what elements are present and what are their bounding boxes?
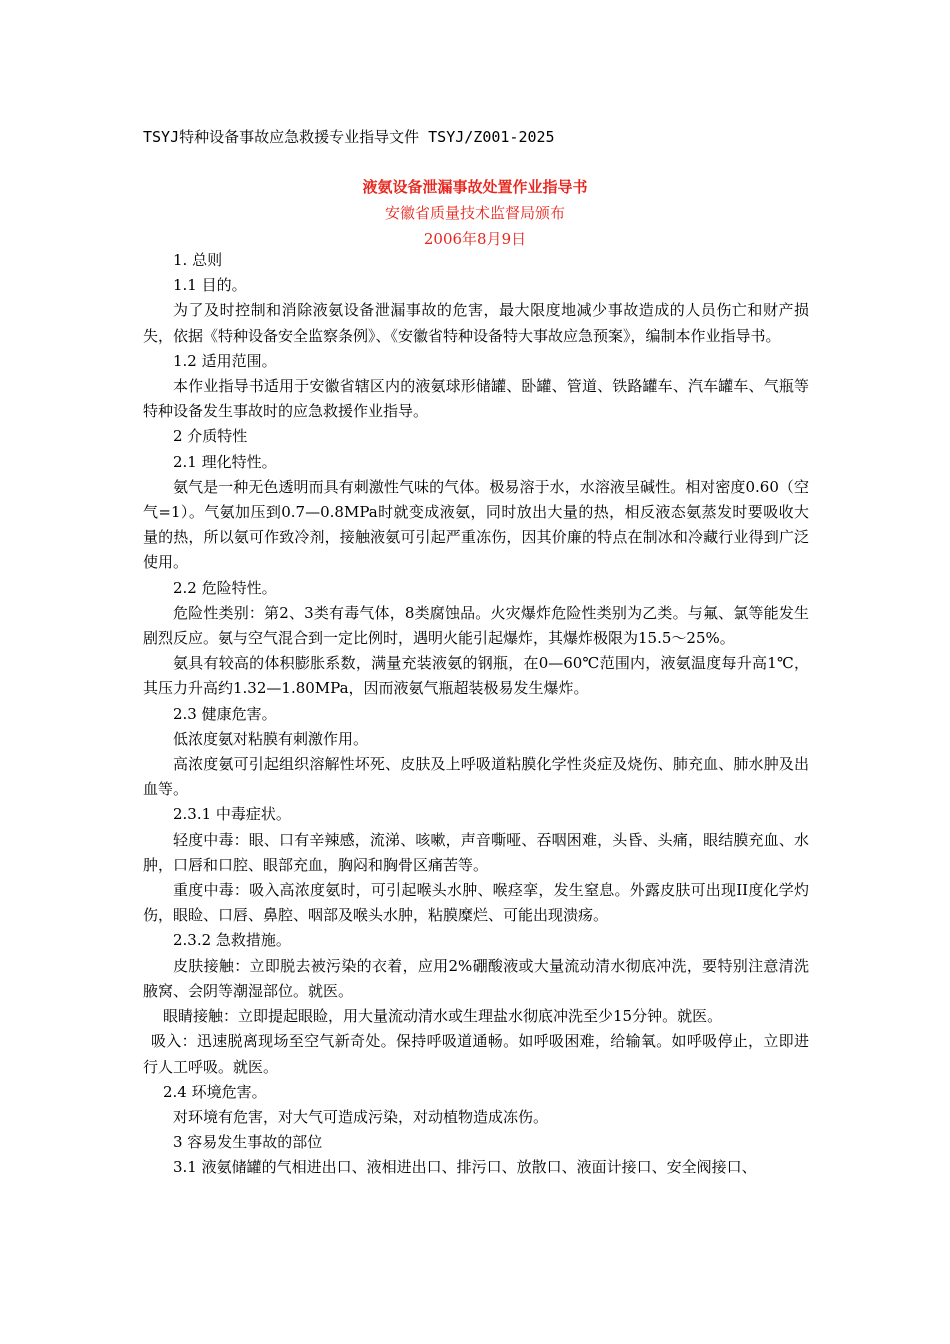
paragraph: 眼睛接触：立即提起眼睑，用大量流动清水或生理盐水彻底冲洗至少15分钟。就医。 — [163, 1007, 723, 1026]
paragraph: 轻度中毒：眼、口有辛辣感，流涕、咳嗽，声音嘶哑、吞咽困难，头昏、头痛，眼结膜充血、水肿，口唇和口腔、眼部充血，胸闷和胸骨区痛苦等。 — [143, 830, 809, 874]
subsection-heading: 2.3.2 急救措施。 — [173, 931, 291, 950]
paragraph: 重度中毒：吸入高浓度氨时，可引起喉头水肿、喉痉挛，发生窒息。外露皮肤可出现II度化学灼伤，眼睑、口唇、鼻腔、咽部及喉头水肿，粘膜糜烂、可能出现溃疡。 — [143, 881, 809, 925]
document-date: 2006年8月9日 — [423, 230, 527, 248]
subsection-heading: 2.1 理化特性。 — [173, 452, 277, 471]
document-header: TSYJ特种设备事故应急救援专业指导文件 TSYJ/Z001-2025 — [143, 128, 555, 146]
subsection-heading: 2.2 危险特性。 — [173, 578, 277, 597]
section-heading: 3 容易发生事故的部位 — [173, 1133, 323, 1152]
document-body — [143, 248, 809, 1181]
paragraph: 氨具有较高的体积膨胀系数，满量充装液氨的钢瓶，在0—60℃范围内，液氨温度每升高1℃，其压力升高约1.32—1.80MPa，因而液氨气瓶超装极易发生爆炸。 — [143, 654, 809, 698]
paragraph: 为了及时控制和消除液氨设备泄漏事故的危害，最大限度地减少事故造成的人员伤亡和财产损失，依据《特种设备安全监察条例》、《安徽省特种设备特大事故应急预案》，编制本作业指导书。 — [143, 301, 809, 345]
subsection-heading: 2.3.1 中毒症状。 — [173, 805, 291, 824]
document-title: 液氨设备泄漏事故处置作业指导书 — [362, 178, 588, 196]
subsection-heading: 2.3 健康危害。 — [173, 704, 277, 723]
document-issuer: 安徽省质量技术监督局颁布 — [384, 204, 565, 222]
subsection-heading: 1.2 适用范围。 — [173, 351, 277, 370]
section-heading: 2 介质特性 — [173, 427, 248, 446]
subsection-heading: 2.4 环境危害。 — [163, 1082, 267, 1101]
subsection-heading: 1.1 目的。 — [173, 276, 247, 295]
subsection-heading: 3.1 液氨储罐的气相进出口、液相进出口、排污口、放散口、液面计接口、安全阀接口、 — [173, 1158, 757, 1177]
section-heading: 1. 总则 — [173, 251, 223, 269]
paragraph: 低浓度氨对粘膜有刺激作用。 — [173, 729, 369, 748]
paragraph: 本作业指导书适用于安徽省辖区内的液氨球形储罐、卧罐、管道、铁路罐车、汽车罐车、气瓶等特种设备发生事故时的应急救援作业指导。 — [143, 377, 809, 421]
paragraph: 皮肤接触：立即脱去被污染的衣着，应用2%硼酸液或大量流动清水彻底冲洗，要特别注意清洗腋窝、会阴等潮湿部位。就医。 — [143, 956, 809, 1000]
paragraph: 吸入：迅速脱离现场至空气新奇处。保持呼吸道通畅。如呼吸困难，给输氧。如呼吸停止，立即进行人工呼吸。就医。 — [143, 1032, 809, 1076]
paragraph: 对环境有危害，对大气可造成污染，对动植物造成冻伤。 — [173, 1107, 549, 1126]
paragraph: 氨气是一种无色透明而具有刺激性气味的气体。极易溶于水，水溶液呈碱性。相对密度0.60（空气=1）。气氨加压到0.7—0.8MPa时就变成液氨，同时放出大量的热，相反液态氨蒸发时要吸收大量的热，所以氨可作致冷剂，接触液氨可引起严重冻伤，因其价廉的特点在制冰和冷藏行业得到广泛使用。 — [143, 477, 809, 572]
paragraph: 高浓度氨可引起组织溶解性坏死、皮肤及上呼吸道粘膜化学性炎症及烧伤、肺充血、肺水肿及出血等。 — [143, 755, 809, 799]
paragraph: 危险性类别：第2、3类有毒气体，8类腐蚀品。火灾爆炸危险性类别为乙类。与氟、氯等能发生剧烈反应。氨与空气混合到一定比例时，遇明火能引起爆炸，其爆炸极限为15.5～25%。 — [143, 603, 809, 648]
